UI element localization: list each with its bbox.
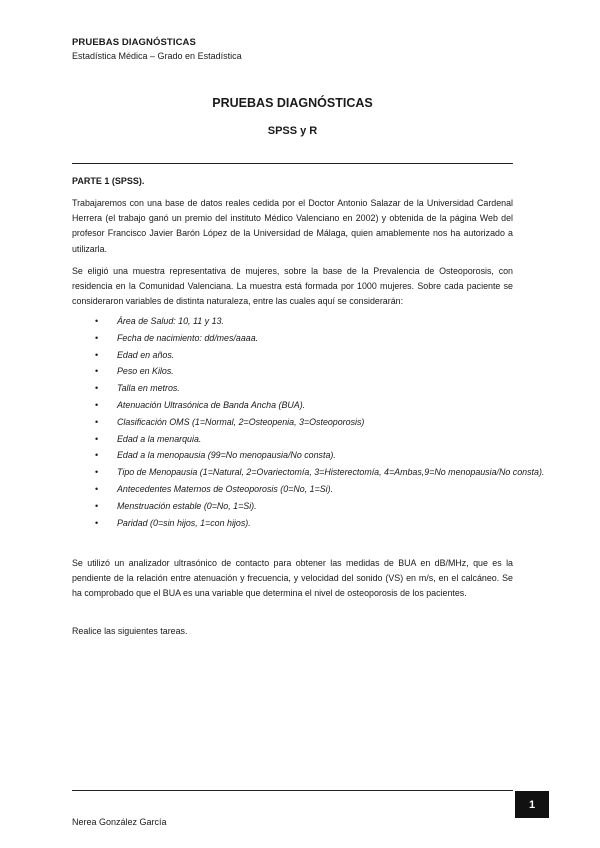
list-item: • Edad a la menopausia (99=No menopausia/No consta). (95, 448, 565, 463)
running-header-title: PRUEBAS DIAGNÓSTICAS (72, 37, 196, 48)
footer-divider (72, 790, 513, 791)
document-title: PRUEBAS DIAGNÓSTICAS (212, 96, 373, 110)
list-item: • Atenuación Ultrasónica de Banda Ancha (BUA). (95, 398, 565, 413)
section-heading: PARTE 1 (SPSS). (72, 176, 145, 186)
list-item: • Antecedentes Maternos de Osteoporosis (0=No, 1=Si). (95, 482, 565, 497)
list-item: • Peso en Kilos. (95, 364, 565, 379)
footer-author: Nerea González García (72, 817, 167, 827)
variable-list (95, 314, 565, 532)
list-item: • Tipo de Menopausia (1=Natural, 2=Ovariectomía, 3=Histerectomía, 4=Ambas,9=No menopausia/No consta). (95, 465, 565, 480)
tasks-paragraph: Realice las siguientes tareas. (72, 626, 188, 636)
page-number: 1 (515, 791, 549, 818)
list-item: • Talla en metros. (95, 381, 565, 396)
list-item: • Edad en años. (95, 348, 565, 363)
list-item: • Paridad (0=sin hijos, 1=con hijos). (95, 516, 565, 531)
sample-paragraph: Se eligió una muestra representativa de mujeres, sobre la base de la Prevalencia de Osteoporosis, con residencia en la Comunidad Valenciana. La muestra está formada por 1000 mujeres. Sobre cada paciente se consideraron variables de distinta naturaleza, entre las cuales aquí se considerarán: (72, 266, 513, 307)
running-header-subtitle: Estadística Médica – Grado en Estadística (72, 51, 242, 61)
document-subtitle: SPSS y R (267, 125, 318, 137)
list-item: • Edad a la menarquia. (95, 432, 565, 447)
title-divider (72, 163, 513, 164)
list-item: • Menstruación estable (0=No, 1=Si). (95, 499, 565, 514)
intro-paragraph: Trabajaremos con una base de datos reales cedida por el Doctor Antonio Salazar de la Universidad Cardenal Herrera (el trabajo ganó un premio del instituto Médico Valenciano en 2002) y obtenida de la página Web del profesor Francisco Javier Barón López de la Universidad de Málaga, quien amablemente nos ha autorizado a utilizarla. (72, 198, 513, 254)
list-item: • Clasificación OMS (1=Normal, 2=Osteopenia, 3=Osteoporosis) (95, 415, 565, 430)
list-item: • Área de Salud: 10, 11 y 13. (95, 314, 565, 329)
list-item: • Fecha de nacimiento: dd/mes/aaaa. (95, 331, 565, 346)
measurement-paragraph: Se utilizó un analizador ultrasónico de contacto para obtener las medidas de BUA en dB/MHz, que es la pendiente de la relación entre atenuación y frecuencia, y velocidad del sonido (VS) en m/s, en el calcáneo. Se ha comprobado que el BUA es una variable que determina el nivel de osteoporosis de los pacientes. (72, 558, 513, 599)
